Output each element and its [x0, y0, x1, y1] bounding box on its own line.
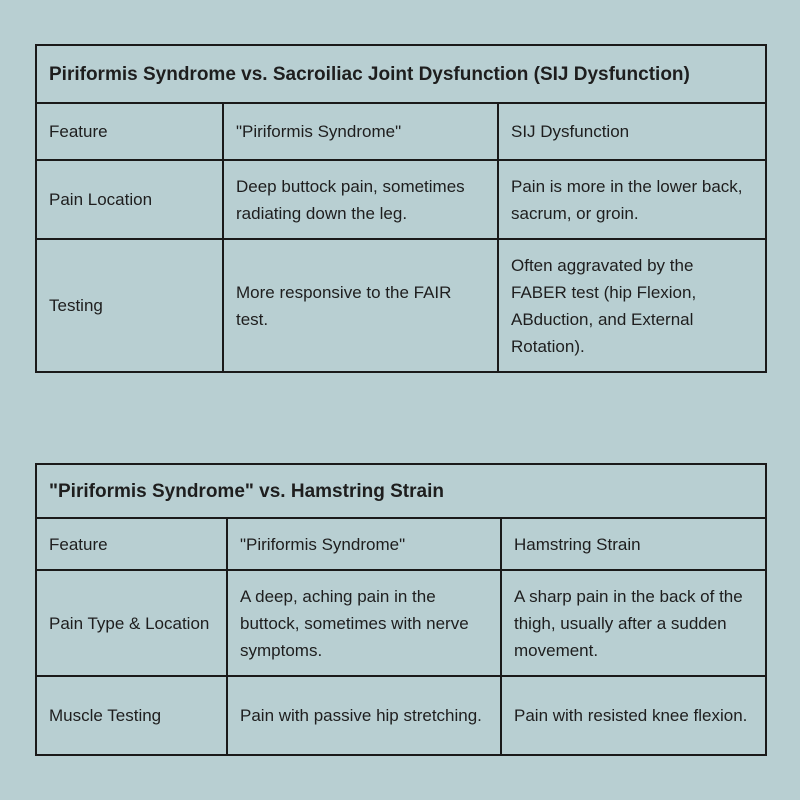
row-piriformis-cell: Pain with passive hip stretching.: [227, 676, 501, 755]
row-feature-cell: Muscle Testing: [36, 676, 227, 755]
row-sij-cell: Pain is more in the lower back, sacrum, or groin.: [498, 160, 766, 239]
table-header-row: [36, 103, 766, 160]
row-feature-cell: Testing: [36, 239, 223, 372]
header-feature: Feature: [36, 518, 227, 570]
header-hamstring: Hamstring Strain: [501, 518, 766, 570]
header-feature: Feature: [36, 103, 223, 160]
table-title-row: [36, 464, 766, 518]
table-row: [36, 570, 766, 676]
row-piriformis-cell: Deep buttock pain, sometimes radiating down the leg.: [223, 160, 498, 239]
table-row: [36, 239, 766, 372]
row-piriformis-cell: A deep, aching pain in the buttock, sometimes with nerve symptoms.: [227, 570, 501, 676]
table-title: "Piriformis Syndrome" vs. Hamstring Strain: [36, 464, 766, 518]
table-header-row: [36, 518, 766, 570]
row-feature-cell: Pain Type & Location: [36, 570, 227, 676]
table-title: Piriformis Syndrome vs. Sacroiliac Joint Dysfunction (SIJ Dysfunction): [36, 45, 766, 103]
row-sij-cell: Often aggravated by the FABER test (hip Flexion, ABduction, and External Rotation).: [498, 239, 766, 372]
header-sij: SIJ Dysfunction: [498, 103, 766, 160]
header-piriformis: "Piriformis Syndrome": [227, 518, 501, 570]
table-row: [36, 160, 766, 239]
piriformis-vs-sij-table: [35, 44, 767, 373]
header-piriformis: "Piriformis Syndrome": [223, 103, 498, 160]
row-piriformis-cell: More responsive to the FAIR test.: [223, 239, 498, 372]
table-row: [36, 676, 766, 755]
table-title-row: [36, 45, 766, 103]
row-hamstring-cell: A sharp pain in the back of the thigh, usually after a sudden movement.: [501, 570, 766, 676]
row-feature-cell: Pain Location: [36, 160, 223, 239]
piriformis-vs-hamstring-table: [35, 463, 767, 756]
row-hamstring-cell: Pain with resisted knee flexion.: [501, 676, 766, 755]
